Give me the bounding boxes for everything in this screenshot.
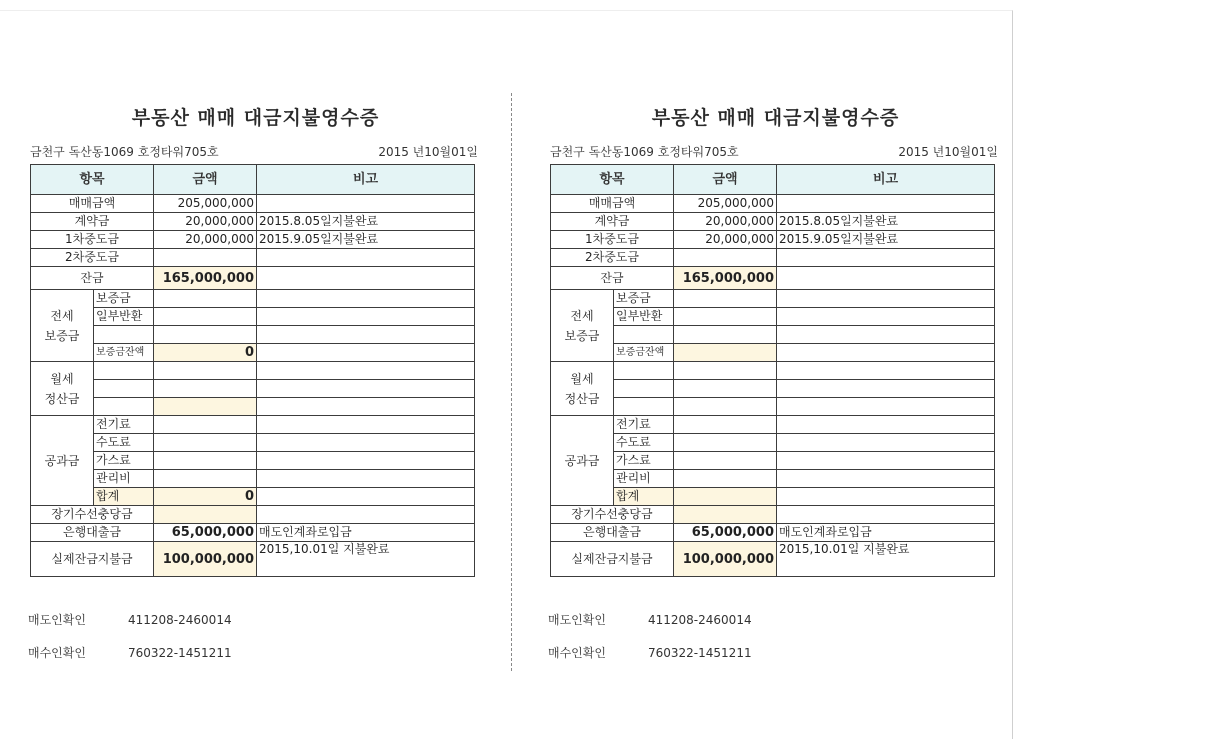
row-amount	[674, 290, 777, 308]
table-row	[551, 231, 995, 249]
row-note	[777, 398, 995, 416]
row-note: 2015.8.05일지불완료	[257, 213, 475, 231]
header-amount: 금액	[154, 165, 257, 195]
table-header-row	[551, 165, 995, 195]
row-amount	[674, 506, 777, 524]
utility-sub-label: 관리비	[94, 470, 154, 488]
buyer-confirmation	[548, 644, 752, 661]
table-row	[31, 524, 475, 542]
buyer-confirmation	[28, 644, 232, 661]
row-note	[777, 506, 995, 524]
jeonse-sub-label: 일부반환	[94, 308, 154, 326]
table-row	[31, 267, 475, 290]
monthly-sub-label	[614, 398, 674, 416]
row-amount	[154, 290, 257, 308]
header-note: 비고	[777, 165, 995, 195]
table-row	[31, 249, 475, 267]
row-label: 매매금액	[551, 195, 674, 213]
receipt-left	[28, 97, 488, 677]
row-amount	[154, 470, 257, 488]
row-amount	[674, 470, 777, 488]
row-note	[257, 326, 475, 344]
table-row	[551, 308, 995, 326]
row-label: 1차중도금	[551, 231, 674, 249]
table-row	[551, 524, 995, 542]
row-label: 실제잔금지불금	[551, 542, 674, 577]
table-row	[31, 488, 475, 506]
table-header-row	[31, 165, 475, 195]
row-note	[257, 398, 475, 416]
scanned-sheet	[0, 10, 1013, 739]
row-amount: 205,000,000	[674, 195, 777, 213]
row-label: 계약금	[551, 213, 674, 231]
buyer-label: 매수인확인	[548, 646, 606, 660]
seller-label: 매도인확인	[548, 613, 606, 627]
table-row	[551, 326, 995, 344]
utility-sub-label: 가스료	[614, 452, 674, 470]
jeonse-sub-label: 보증금잔액	[94, 344, 154, 362]
row-label: 잔금	[31, 267, 154, 290]
table-row	[31, 290, 475, 308]
table-row	[551, 249, 995, 267]
jeonse-sub-label: 보증금	[614, 290, 674, 308]
buyer-id: 760322-1451211	[648, 646, 752, 660]
row-amount	[154, 362, 257, 380]
jeonse-sub-label	[614, 326, 674, 344]
buyer-id: 760322-1451211	[128, 646, 232, 660]
table-row	[551, 213, 995, 231]
row-note	[777, 290, 995, 308]
table-row	[551, 362, 995, 380]
fold-line	[511, 93, 512, 671]
table-row	[551, 434, 995, 452]
payment-table	[550, 164, 995, 577]
row-label: 1차중도금	[31, 231, 154, 249]
table-row	[31, 213, 475, 231]
receipt-right	[548, 97, 1008, 677]
row-amount	[674, 434, 777, 452]
row-note	[777, 470, 995, 488]
table-row	[31, 362, 475, 380]
utility-sub-label: 수도료	[614, 434, 674, 452]
utility-sub-label: 합계	[614, 488, 674, 506]
utility-sub-label: 수도료	[94, 434, 154, 452]
receipt-date: 2015 년10월01일	[898, 145, 998, 159]
buyer-label: 매수인확인	[28, 646, 86, 660]
row-amount	[154, 308, 257, 326]
row-note: 2015.9.05일지불완료	[257, 231, 475, 249]
row-note: 2015,10.01일 지불완료	[257, 542, 475, 577]
table-row	[31, 416, 475, 434]
table-row	[551, 344, 995, 362]
monthly-sub-label	[614, 380, 674, 398]
property-address: 금천구 독산동1069 호정타워705호	[30, 145, 219, 159]
monthly-sub-label	[614, 362, 674, 380]
row-note	[777, 452, 995, 470]
table-row	[31, 380, 475, 398]
table-row	[551, 380, 995, 398]
row-note	[777, 249, 995, 267]
row-amount	[154, 416, 257, 434]
table-row	[551, 195, 995, 213]
utility-total-amount	[674, 488, 777, 506]
row-note	[257, 344, 475, 362]
row-note	[257, 195, 475, 213]
row-amount	[674, 452, 777, 470]
seller-confirmation	[28, 611, 232, 628]
row-note	[777, 344, 995, 362]
row-label: 2차중도금	[551, 249, 674, 267]
monthly-sub-label	[94, 398, 154, 416]
jeonse-sub-label: 보증금잔액	[614, 344, 674, 362]
final-payment-amount: 100,000,000	[154, 542, 257, 577]
table-row	[551, 416, 995, 434]
monthly-group-label: 월세 정산금	[551, 362, 614, 416]
row-amount: 205,000,000	[154, 195, 257, 213]
jeonse-group-label: 전세 보증금	[551, 290, 614, 362]
utilities-group-label: 공과금	[551, 416, 614, 506]
bank-loan-amount: 65,000,000	[674, 524, 777, 542]
table-row	[31, 398, 475, 416]
utility-sub-label: 관리비	[614, 470, 674, 488]
row-note	[777, 434, 995, 452]
row-label: 은행대출금	[31, 524, 154, 542]
row-note	[257, 249, 475, 267]
jeonse-sub-label: 보증금	[94, 290, 154, 308]
row-amount: 20,000,000	[674, 231, 777, 249]
row-note	[777, 416, 995, 434]
table-row	[31, 506, 475, 524]
row-note	[777, 488, 995, 506]
row-note	[257, 506, 475, 524]
utility-total-amount: 0	[154, 488, 257, 506]
row-amount: 20,000,000	[674, 213, 777, 231]
jeonse-sub-label: 일부반환	[614, 308, 674, 326]
row-note	[777, 195, 995, 213]
row-note: 2015,10.01일 지불완료	[777, 542, 995, 577]
utility-sub-label: 가스료	[94, 452, 154, 470]
header-item: 항목	[31, 165, 154, 195]
row-label: 2차중도금	[31, 249, 154, 267]
table-row	[31, 326, 475, 344]
table-row	[31, 195, 475, 213]
row-amount	[674, 362, 777, 380]
jeonse-remaining-amount: 0	[154, 344, 257, 362]
row-note: 매도인계좌로입금	[777, 524, 995, 542]
row-amount	[674, 326, 777, 344]
table-row	[551, 267, 995, 290]
utility-sub-label: 합계	[94, 488, 154, 506]
table-row	[31, 308, 475, 326]
seller-id: 411208-2460014	[648, 613, 752, 627]
header-note: 비고	[257, 165, 475, 195]
table-row	[551, 290, 995, 308]
seller-confirmation	[548, 611, 752, 628]
row-label: 실제잔금지불금	[31, 542, 154, 577]
row-label: 장기수선충당금	[31, 506, 154, 524]
row-note	[257, 290, 475, 308]
jeonse-group-label: 전세 보증금	[31, 290, 94, 362]
row-amount	[674, 249, 777, 267]
row-label: 은행대출금	[551, 524, 674, 542]
monthly-group-label: 월세 정산금	[31, 362, 94, 416]
row-note: 2015.9.05일지불완료	[777, 231, 995, 249]
row-note	[257, 434, 475, 452]
row-amount: 20,000,000	[154, 231, 257, 249]
row-amount	[154, 398, 257, 416]
row-note	[257, 470, 475, 488]
table-row	[551, 542, 995, 577]
header-amount: 금액	[674, 165, 777, 195]
monthly-sub-label	[94, 362, 154, 380]
row-label: 잔금	[551, 267, 674, 290]
header-item: 항목	[551, 165, 674, 195]
row-note: 매도인계좌로입금	[257, 524, 475, 542]
row-amount	[154, 326, 257, 344]
row-label: 장기수선충당금	[551, 506, 674, 524]
row-note	[257, 380, 475, 398]
table-row	[31, 452, 475, 470]
utility-sub-label: 전기료	[614, 416, 674, 434]
row-note	[257, 416, 475, 434]
row-note	[257, 267, 475, 290]
table-row	[551, 488, 995, 506]
jeonse-sub-label	[94, 326, 154, 344]
row-note	[777, 308, 995, 326]
row-amount	[674, 398, 777, 416]
seller-label: 매도인확인	[28, 613, 86, 627]
table-row	[551, 506, 995, 524]
row-amount	[674, 308, 777, 326]
row-note	[777, 380, 995, 398]
jeonse-remaining-amount	[674, 344, 777, 362]
balance-amount: 165,000,000	[674, 267, 777, 290]
row-amount	[674, 416, 777, 434]
utilities-group-label: 공과금	[31, 416, 94, 506]
bank-loan-amount: 65,000,000	[154, 524, 257, 542]
monthly-sub-label	[94, 380, 154, 398]
final-payment-amount: 100,000,000	[674, 542, 777, 577]
payment-table	[30, 164, 475, 577]
utility-sub-label: 전기료	[94, 416, 154, 434]
receipt-date: 2015 년10월01일	[378, 145, 478, 159]
row-note	[257, 362, 475, 380]
row-note: 2015.8.05일지불완료	[777, 213, 995, 231]
receipt-title: 부동산 매매 대금지불영수증	[131, 107, 380, 129]
row-note	[257, 308, 475, 326]
row-note	[777, 326, 995, 344]
property-address: 금천구 독산동1069 호정타워705호	[550, 145, 739, 159]
table-row	[31, 470, 475, 488]
row-label: 계약금	[31, 213, 154, 231]
table-row	[551, 398, 995, 416]
row-note	[777, 362, 995, 380]
table-row	[31, 542, 475, 577]
table-row	[551, 452, 995, 470]
row-note	[257, 488, 475, 506]
row-amount: 20,000,000	[154, 213, 257, 231]
table-row	[551, 470, 995, 488]
row-note	[257, 452, 475, 470]
balance-amount: 165,000,000	[154, 267, 257, 290]
row-amount	[154, 506, 257, 524]
table-row	[31, 344, 475, 362]
row-amount	[154, 434, 257, 452]
row-amount	[154, 380, 257, 398]
seller-id: 411208-2460014	[128, 613, 232, 627]
row-amount	[674, 380, 777, 398]
row-label: 매매금액	[31, 195, 154, 213]
table-row	[31, 231, 475, 249]
receipt-title: 부동산 매매 대금지불영수증	[651, 107, 900, 129]
row-note	[777, 267, 995, 290]
row-amount	[154, 249, 257, 267]
row-amount	[154, 452, 257, 470]
table-row	[31, 434, 475, 452]
